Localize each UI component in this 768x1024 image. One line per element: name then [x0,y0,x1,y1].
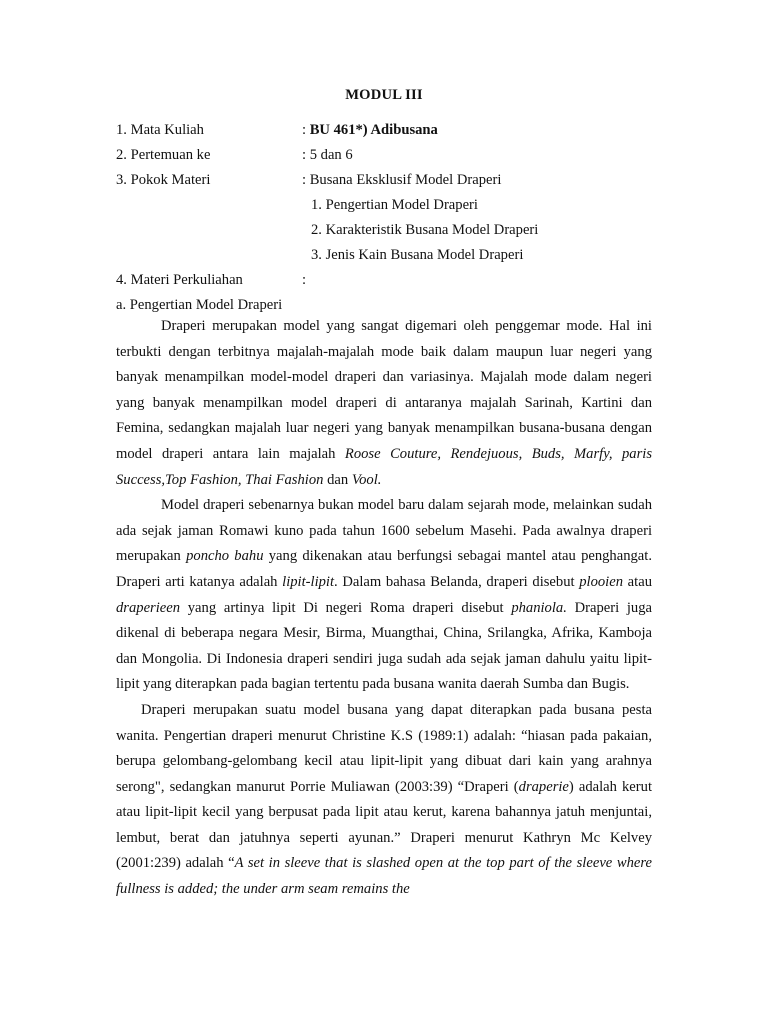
text-run: Draperi merupakan model yang sangat digemari oleh penggemar mode. Hal ini terbukti dengan terbitnya majalah-majalah mode baik dalam maupun luar negeri yang banyak menampilkan model-model draperi dan variasinya. Majalah mode dalam negeri yang banyak menampilkan model draperi di antaranya majalah Sarinah, Kartini dan Femina, sedangkan majalah luar negeri yang banyak menampilkan busana-busana dengan model draperi antara lain majalah [116,318,652,462]
paragraph [116,493,652,698]
meta-value: : Busana Eksklusif Model Draperi [302,172,502,188]
italic-run: Roose Couture, Rendejuous, Buds, Marfy, paris Success,Top Fashion, Thai Fashion [116,445,653,488]
text-run: atau [623,573,652,590]
meta-label: 3. Pokok Materi [116,172,211,188]
meta-label: 4. Materi Perkuliahan [116,272,243,288]
italic-run: A set in sleeve that is slashed open at the top part of the sleeve where fullness is added; the under arm seam remains the [116,855,652,898]
module-title: MODUL III [345,87,423,103]
text-run: Draperi merupakan suatu model busana yang dapat diterapkan pada busana pesta wanita. Pengertian draperi menurut Christine K.S (1989:1) adalah: “hiasan pada pakaian, berupa gelombang-gelombang kecil atau lipit-lipit yang dibuat dari kain yang arahnya serong", sedangkan manurut Porrie Muliawan (2003:39) “Draperi ( [116,701,652,795]
meta-value [302,122,438,139]
course-code: BU 461*) Adibusana [309,122,438,138]
meta-label: 2. Pertemuan ke [116,147,211,163]
paragraph [116,314,652,493]
pokok-sub-item: 2. Karakteristik Busana Model Draperi [311,222,539,238]
italic-run: Vool. [351,471,382,488]
text-run: yang artinya lipit Di negeri Roma draperi disebut [180,599,512,616]
text-run: Model draperi sebenarnya bukan model baru dalam sejarah mode, melainkan sudah ada sejak jaman Romawi kuno pada tahun 1600 sebelum Masehi. Pada awalnya draperi merupakan [116,497,652,565]
text-run: yang dikenakan atau berfungsi sebagai mantel atau penghangat. Draperi arti katanya adalah [116,548,652,590]
body-text [116,314,652,903]
pokok-sub-item: 1. Pengertian Model Draperi [311,197,478,213]
text-run: . Dalam bahasa Belanda, draperi disebut [334,573,580,590]
meta-label: 1. Mata Kuliah [116,122,204,138]
text-run: dan [323,471,352,488]
paragraph [116,698,652,903]
italic-run: draperie [518,778,569,795]
meta-value: : 5 dan 6 [302,147,353,163]
italic-run: plooien [579,573,624,590]
italic-run: draperieen [116,599,181,616]
meta-value: : [302,272,307,288]
meta-value-prefix: : [302,122,310,138]
section-heading: a. Pengertian Model Draperi [116,297,283,313]
italic-run: lipit-lipit [282,573,335,590]
italic-run: poncho bahu [186,548,264,565]
italic-run: phaniola. [511,599,567,616]
pokok-sub-item: 3. Jenis Kain Busana Model Draperi [311,247,524,263]
text-run: Draperi juga dikenal di beberapa negara Mesir, Birma, Muangthai, China, Srilangka, Afrika, Kamboja dan Mongolia. Di Indonesia draperi sendiri juga sudah ada sejak jaman dahulu yaitu lipit-lipit yang diterapkan pada bagian tertentu pada busana wanita daerah Sumba dan Bugis. [116,599,652,693]
text-run: ) adalah kerut atau lipit-lipit kecil yang berpusat pada lipit atau kerut, karena bahannya jatuh menjuntai, lembut, berat dan jatuhnya seperti ayunan.” Draperi menurut Kathryn Mc Kelvey (2001:239) adalah “ [116,778,653,872]
